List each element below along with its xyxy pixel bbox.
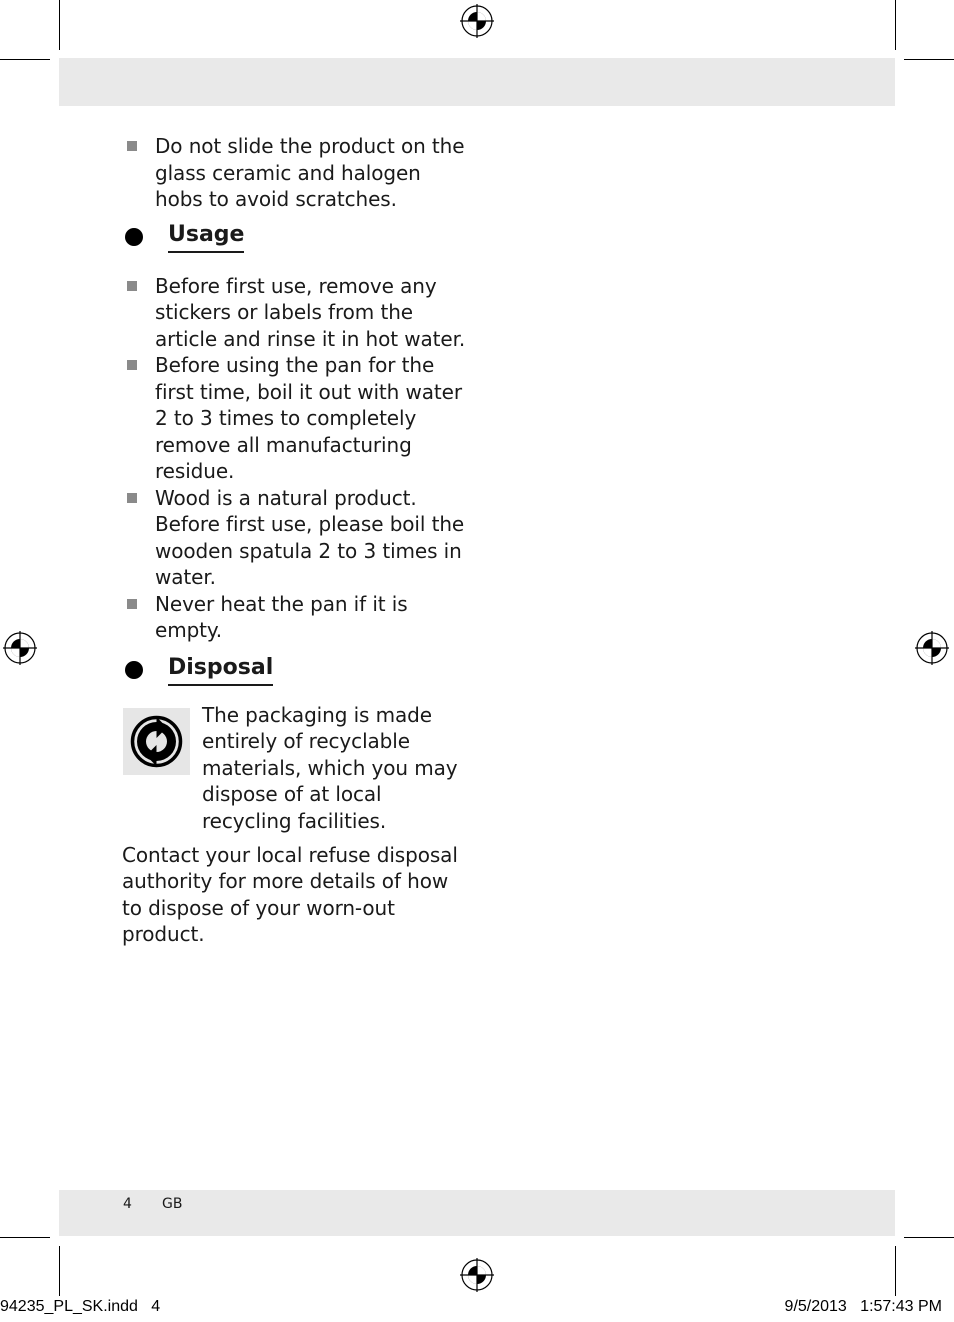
disposal-packaging [122, 702, 467, 842]
green-dot-recycling-icon [123, 708, 190, 775]
section-title: Usage [168, 221, 244, 253]
registration-mark-icon [915, 631, 949, 665]
bullet-square-icon [127, 141, 137, 151]
usage-list [122, 273, 467, 644]
list-item [122, 133, 467, 213]
list-item-text: Do not slide the product on the glass ceramic and halogen hobs to avoid scratches. [155, 134, 465, 211]
header-band [59, 58, 895, 106]
footer-band [59, 1190, 895, 1236]
heading-dot-icon [125, 661, 143, 679]
bullet-square-icon [127, 493, 137, 503]
list-item-text: Before first use, remove any stickers or labels from the article and rinse it in hot water. [155, 273, 466, 351]
crop-mark [904, 59, 954, 60]
crop-mark [895, 0, 896, 50]
crop-mark [904, 1237, 954, 1238]
registration-mark-icon [460, 1258, 494, 1292]
heading-dot-icon [125, 228, 143, 246]
crop-mark [0, 59, 50, 60]
page-number: 4 [123, 1196, 132, 1212]
section-heading-disposal [122, 652, 467, 696]
list-item-text: Never heat the pan if it is empty. [155, 591, 408, 642]
bullet-square-icon [127, 281, 137, 291]
list-item [122, 352, 467, 485]
crop-mark [895, 1246, 896, 1296]
slug-filename: 94235_PL_SK.indd 4 [0, 1298, 161, 1315]
slug-timestamp: 9/5/2013 1:57:43 PM [784, 1298, 942, 1315]
registration-mark-icon [3, 631, 37, 665]
packaging-text: The packaging is made entirely of recyclable materials, which you may dispose of at local recycling facilities. [202, 702, 458, 833]
crop-mark [0, 1237, 50, 1238]
language-code: GB [162, 1196, 183, 1212]
bullet-square-icon [127, 360, 137, 370]
list-item [122, 273, 467, 353]
section-heading-usage [122, 219, 467, 263]
section-title: Disposal [168, 654, 273, 686]
list-item [122, 485, 467, 591]
list-item-text: Before using the pan for the first time, boil it out with water 2 to 3 times to completely remove all manufacturing residue. [155, 353, 462, 483]
main-content [122, 133, 467, 948]
crop-mark [59, 0, 60, 50]
registration-mark-icon [460, 4, 494, 38]
contact-text: Contact your local refuse disposal authority for more details of how to dispose of your worn-out product. [122, 842, 458, 946]
crop-mark [59, 1246, 60, 1296]
list-item [122, 591, 467, 644]
bullet-square-icon [127, 599, 137, 609]
list-item-text: Wood is a natural product. Before first use, please boil the wooden spatula 2 to 3 times in water. [155, 485, 465, 589]
